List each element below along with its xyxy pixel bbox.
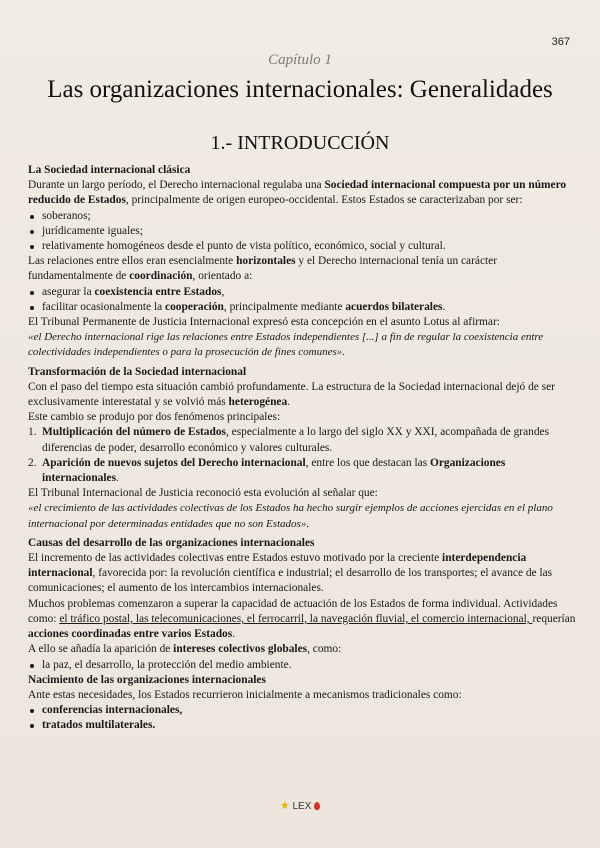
paragraph: El Tribunal Internacional de Justicia reconoció esta evolución al señalar que:	[28, 487, 378, 500]
paragraph: Durante un largo período, el Derecho internacional regulaba una Sociedad internacional compuesta por un número reducido de Estados, principalmente de origen europeo-occidental. Estos Estados se caracterizaban por ser:	[28, 179, 567, 207]
list-item: conferencias internacionales,	[28, 703, 576, 718]
drop-icon	[314, 802, 320, 810]
paragraph: Las relaciones entre ellos eran esencialmente horizontales y el Derecho internacional tenía un carácter fundamentalmente de coordinación, orientado a:	[28, 255, 498, 283]
paragraph: Muchos problemas comenzaron a superar la capacidad de actuación de los Estados de forma individual. Actividades como: el tráfico postal, las telecomunicaciones, el ferrocarril, la navegación fluvial, el comercio internacional, requerían acciones coordinadas entre varios Estados.	[28, 597, 576, 641]
list-item: relativamente homogéneos desde el punto de vista político, económico, social y cultural.	[28, 239, 576, 254]
document-body	[28, 163, 576, 734]
list-item: tratados multilaterales.	[28, 718, 576, 733]
bullet-list	[28, 658, 576, 673]
subheading-nacimiento: Nacimiento de las organizaciones internacionales	[28, 673, 266, 686]
list-item: asegurar la coexistencia entre Estados,	[28, 285, 576, 300]
chapter-label: Capítulo 1	[268, 52, 332, 68]
bullet-list	[28, 285, 576, 315]
list-item: jurídicamente iguales;	[28, 224, 576, 239]
subheading-transformacion: Transformación de la Sociedad internacional	[28, 365, 247, 378]
list-item: 1. Multiplicación del número de Estados, especialmente a lo largo del siglo XX y XXI, acompañada de grandes diferencias de poder, desarrollo económico y valores culturales.	[28, 426, 550, 454]
quote-lotus: «el Derecho internacional rige las relaciones entre Estados independientes [...] a fin de regular la coexistencia entre colectividades independientes o para la prosecución de fines comunes».	[28, 331, 544, 359]
paragraph: El incremento de las actividades colectivas entre Estados estuvo motivado por la creciente interdependencia internacional, favorecida por: la revolución científica e industrial; el desarrollo de los transportes; el avance de las comunicaciones; el aumento de los intercambios internacionales.	[28, 552, 553, 595]
paragraph: Con el paso del tiempo esta situación cambió profundamente. La estructura de la Sociedad internacional dejó de ser exclusivamente interestatal y se volvió más heterogénea.	[28, 380, 555, 409]
star-icon: ★	[279, 800, 290, 812]
paragraph: A ello se añadía la aparición de intereses colectivos globales, como:	[28, 643, 342, 656]
paragraph: Este cambio se produjo por dos fenómenos principales:	[28, 411, 281, 424]
paragraph: Ante estas necesidades, los Estados recurrieron inicialmente a mecanismos tradicionales como:	[28, 688, 462, 701]
footer-logo	[0, 799, 600, 812]
list-item: soberanos;	[28, 209, 576, 224]
quote-tij: «el crecimiento de las actividades colectivas de los Estados ha hecho surgir ejemplos de acciones ejercidas en el plano internacional por determinadas entidades que no son Estados».	[28, 502, 553, 530]
paragraph: El Tribunal Permanente de Justicia Internacional expresó esta concepción en el asunto Lotus al afirmar:	[28, 316, 500, 329]
bullet-list	[28, 703, 576, 733]
list-item: facilitar ocasionalmente la cooperación, principalmente mediante acuerdos bilaterales.	[28, 300, 576, 315]
bullet-list	[28, 209, 576, 255]
logo-text: LEX	[292, 801, 312, 812]
numbered-list	[28, 425, 576, 486]
list-item: la paz, el desarrollo, la protección del medio ambiente.	[28, 658, 576, 673]
list-item: 2. Aparición de nuevos sujetos del Derecho internacional, entre los que destacan las Organizaciones internacionales.	[28, 456, 506, 485]
page-number: 367	[551, 36, 570, 48]
subheading-causas: Causas del desarrollo de las organizaciones internacionales	[28, 536, 315, 549]
subheading-sociedad-clasica: La Sociedad internacional clásica	[28, 164, 191, 176]
section-heading: 1.- INTRODUCCIÓN	[210, 132, 390, 154]
page-title: Las organizaciones internacionales: Generalidades	[47, 76, 553, 103]
